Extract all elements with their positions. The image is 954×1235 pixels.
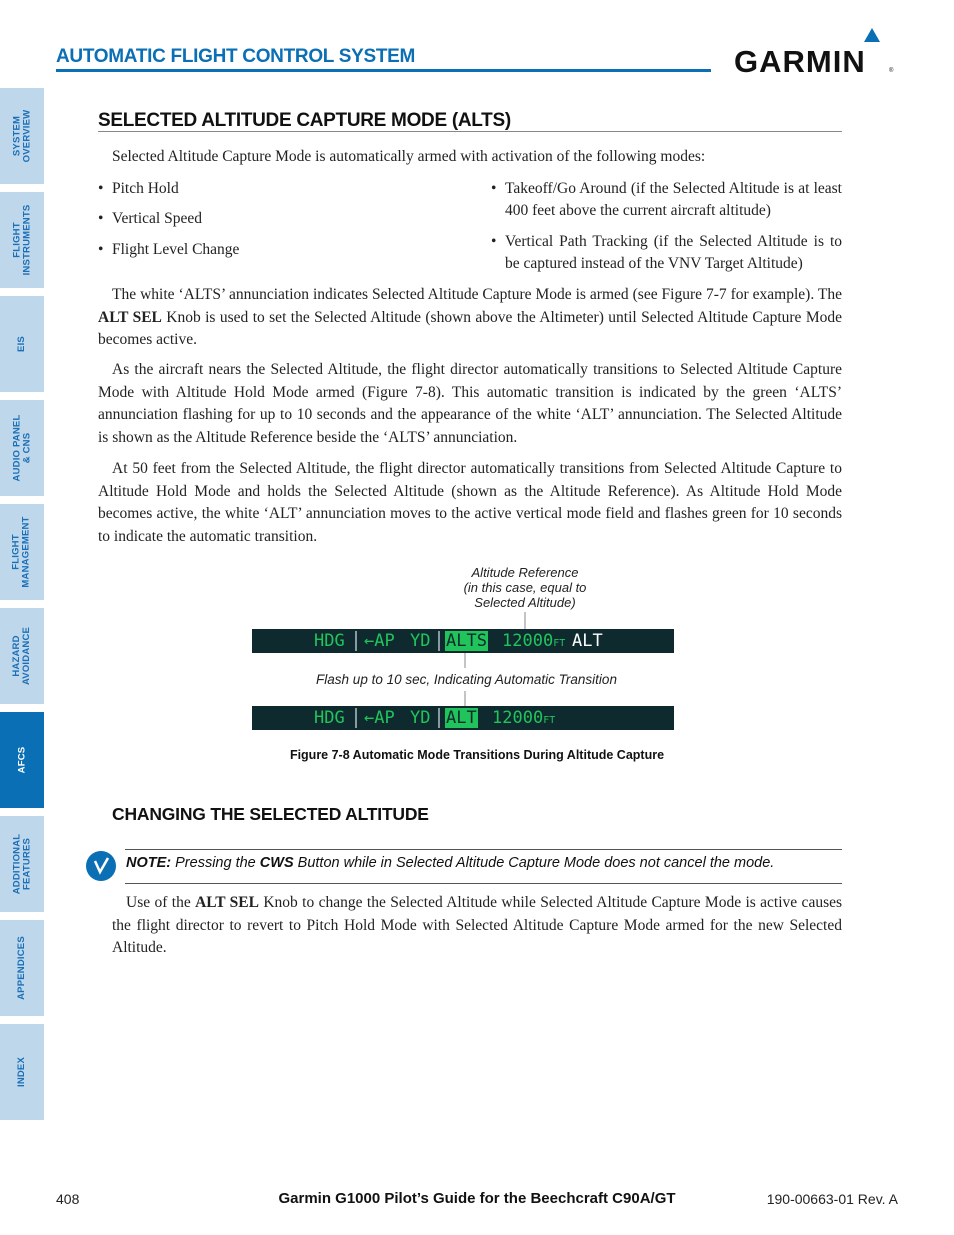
- tab-afcs[interactable]: AFCS: [0, 712, 44, 808]
- intro-paragraph: Selected Altitude Capture Mode is automatically armed with activation of the following modes:: [112, 148, 706, 165]
- page-number: 408: [56, 1191, 80, 1207]
- afcs-status-bar-1: [252, 629, 674, 653]
- list-item: • Takeoff/Go Around (if the Selected Altitude is at least 400 feet above the current aircraft altitude): [491, 180, 842, 219]
- afcs-status-bar-2: [252, 706, 674, 730]
- lateral-mode: HDG: [314, 631, 345, 651]
- paragraph-alts-active: As the aircraft nears the Selected Altitude, the flight director automatically transitions to Selected Altitude Capture Mode with Altitude Hold Mode armed (Figure 7-8). This automatic transition is indicated by the green ‘ALTS’ annunciation flashing for up to 10 seconds and the appearance of the white ‘ALT’ annunciation. The Selected Altitude is shown as the Altitude Reference beside the ‘ALTS’ annunciation.: [98, 361, 842, 446]
- ap-annunciation: ←AP: [364, 708, 395, 728]
- vertical-mode-alt: ALT: [446, 708, 477, 728]
- ap-annunciation: ←AP: [364, 631, 395, 651]
- tab-flight-instruments[interactable]: FLIGHT INSTRUMENTS: [0, 192, 44, 288]
- tab-appendices[interactable]: APPENDICES: [0, 920, 44, 1016]
- subsection-heading: CHANGING THE SELECTED ALTITUDE: [112, 804, 429, 824]
- divider: [355, 708, 357, 728]
- note-text: NOTE: Pressing the CWS Button while in Selected Altitude Capture Mode does not cancel the mode.: [126, 855, 775, 871]
- yd-annunciation: YD: [410, 631, 431, 651]
- tab-flight-management[interactable]: FLIGHT MANAGEMENT: [0, 504, 44, 600]
- paragraph-changing-altitude: Use of the ALT SEL Knob to change the Selected Altitude while Selected Altitude Capture Mode is active causes the flight director to revert to Pitch Hold Mode with Selected Altitude Capture Mode armed for the new Selected Altitude.: [112, 894, 843, 956]
- list-item: • Vertical Path Tracking (if the Selected Altitude is to be captured instead of the VNV Target Altitude): [491, 233, 842, 272]
- note-rule-bottom: [125, 883, 842, 884]
- altitude-reference: 12000FT: [502, 631, 566, 651]
- tab-index[interactable]: INDEX: [0, 1024, 44, 1120]
- document-number: 190-00663-01 Rev. A: [766, 1191, 898, 1207]
- tab-hazard-avoidance[interactable]: HAZARD AVOIDANCE: [0, 608, 44, 704]
- armed-vertical-mode: ALT: [572, 631, 603, 651]
- divider: [355, 631, 357, 651]
- tab-eis[interactable]: EIS: [0, 296, 44, 392]
- heading-rule: [98, 131, 842, 132]
- paragraph-alt-hold: At 50 feet from the Selected Altitude, the flight director automatically transitions from Selected Altitude Capture to Altitude Hold Mode and holds the Selected Altitude (shown as the Altitude Reference). As Altitude Hold Mode becomes active, the white ‘ALT’ annunciation moves to the active vertical mode field and flashes green for 10 seconds to indicate the automatic transition.: [98, 460, 842, 545]
- footer-title: Garmin G1000 Pilot’s Guide for the Beechcraft C90A/GT: [278, 1190, 676, 1207]
- yd-annunciation: YD: [410, 708, 431, 728]
- note-rule-top: [125, 849, 842, 850]
- paragraph-alts-armed: The white ‘ALTS’ annunciation indicates Selected Altitude Capture Mode is armed (see Figure 7-7 for example). The ALT SEL Knob is used to set the Selected Altitude (shown above the Altimeter) until Selected Altitude Capture Mode becomes active.: [98, 286, 842, 348]
- svg-text:GARMIN: GARMIN: [734, 44, 866, 76]
- lateral-mode: HDG: [314, 708, 345, 728]
- svg-text:®: ®: [889, 68, 894, 74]
- altitude-reference: 12000FT: [492, 708, 556, 728]
- callout-altitude-reference: Altitude Reference (in this case, equal to Selected Altitude): [463, 565, 587, 610]
- header-rule: [56, 69, 711, 72]
- divider: [438, 708, 440, 728]
- section-header-title: AUTOMATIC FLIGHT CONTROL SYSTEM: [56, 46, 416, 67]
- tab-system-overview[interactable]: SYSTEM OVERVIEW: [0, 88, 44, 184]
- section-heading: SELECTED ALTITUDE CAPTURE MODE (ALTS): [98, 110, 511, 131]
- tab-audio-panel-cns[interactable]: AUDIO PANEL & CNS: [0, 400, 44, 496]
- garmin-logo: [734, 26, 898, 76]
- note-icon: [86, 851, 116, 881]
- vertical-mode-alts: ALTS: [446, 631, 487, 651]
- figure-caption: Figure 7-8 Automatic Mode Transitions During Altitude Capture: [289, 748, 665, 762]
- tab-additional-features[interactable]: ADDITIONAL FEATURES: [0, 816, 44, 912]
- divider: [438, 631, 440, 651]
- callout-flash: Flash up to 10 sec, Indicating Automatic Transition: [316, 672, 617, 687]
